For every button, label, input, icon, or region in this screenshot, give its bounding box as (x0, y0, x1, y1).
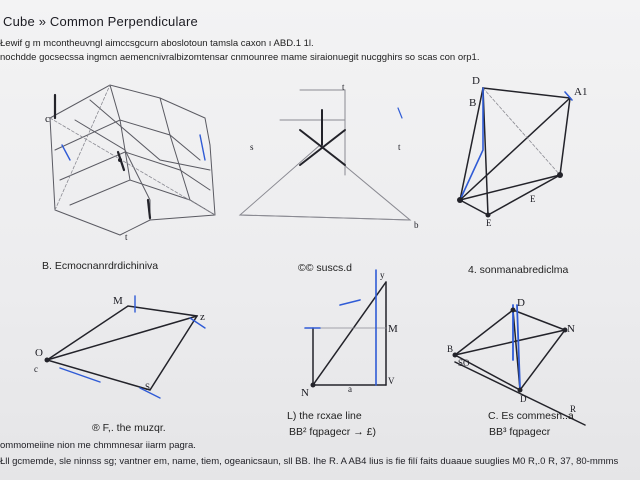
fig6-label-d: D (517, 297, 525, 309)
fig3-label-a1: A1 (574, 86, 588, 98)
fig3-label-d: D (472, 75, 480, 87)
footer-line-1: ommomeiine nion me chmmnesar iiarm pagra. (0, 440, 196, 451)
fig2-label-b: b (414, 220, 419, 230)
fig5-label-n: N (301, 387, 309, 399)
figure-5-right-angle (301, 270, 398, 399)
caption-fig-g1: C. Es commesn..a (488, 410, 574, 422)
fig2-label-t1: t (342, 82, 345, 92)
fig6-label-b: B (447, 344, 454, 354)
fig3-label-b: B (469, 97, 477, 109)
fig4-label-s: S (145, 382, 151, 392)
fig2-label-s: s (250, 142, 254, 152)
fig6-label-n: N (567, 323, 575, 335)
fig2-label-t2: t (398, 142, 401, 152)
intro-line-1: Łewif g m mcontheuvngl aimccsgcurn aboslotoun tamsla caxon ı ABD.1 1l. (0, 38, 314, 49)
fig5-label-m: M (388, 323, 398, 335)
fig4-label-c: c (34, 364, 38, 374)
fig1-label-c: c (45, 113, 50, 125)
caption-fig-c: ©© suscs.d (298, 262, 352, 274)
caption-fig-e: ® F,. the muzqr. (92, 422, 166, 434)
caption-fig-b: B. Ecmocnanrdrdichiniva (42, 260, 159, 272)
caption-fig-g2: BB³ fqpagecr (489, 426, 551, 438)
fig4-label-o: O (35, 347, 43, 359)
fig1-label-t: t (125, 232, 128, 242)
fig5-label-y: y (380, 270, 385, 280)
figure-1-cube-sketch (45, 85, 215, 242)
intro-line-2: nochdde gocsecssa ingmcn aemencnivralbizomtensar cnmounree mame siraionuegit nucgghirs so scas con orp1. (0, 52, 480, 63)
fig6-label-r: R (570, 404, 577, 414)
fig5-label-v: V (388, 376, 395, 386)
fig5-label-a: a (348, 384, 352, 394)
fig6-label-d2: D (520, 394, 527, 404)
caption-fig-d: 4. sonmanabrediclma (468, 264, 569, 276)
figure-4-parallelogram (34, 295, 205, 398)
fig6-label-so: SO (458, 358, 470, 368)
page-title: Cube » Common Perpendiculare (3, 14, 198, 29)
figure-3-tetrahedron (457, 75, 587, 228)
fig3-label-e2: E (486, 218, 492, 228)
fig4-label-m: M (113, 295, 123, 307)
fig3-label-e1: E (530, 194, 536, 204)
caption-fig-f2: BB² fqpagecr → £) (289, 426, 376, 438)
footer-line-2: Łll gcmemde, sle ninnss sg; vantner em, name, tiem, ogeanicsaun, sll BB. Ihe R. A AB4 lius is fie filí faits duaaue suuglies M0 R,.0 R, 37, 80-mmms (0, 456, 619, 467)
caption-fig-f1: L) the rcxae line (287, 410, 362, 422)
figure-6-rhombus (447, 297, 585, 425)
figure-2-triangle-sketch (240, 82, 419, 230)
fig4-label-z: z (200, 311, 205, 323)
